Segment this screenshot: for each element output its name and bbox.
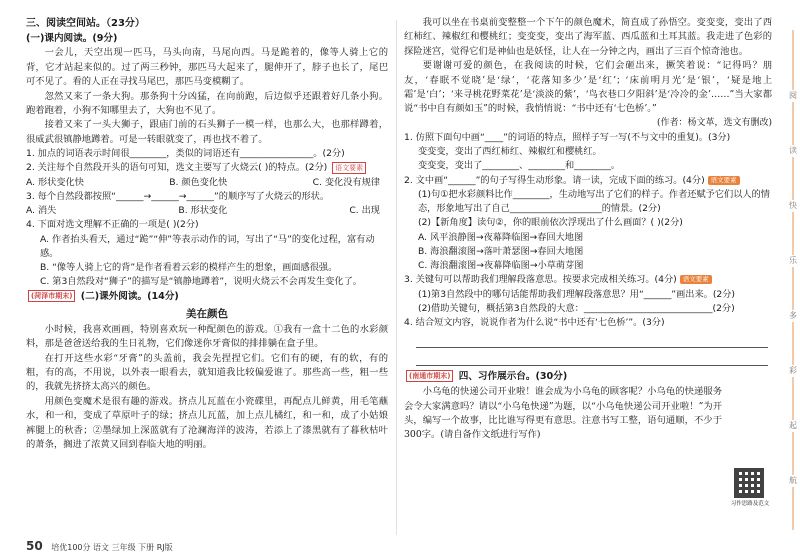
answer-line[interactable] (416, 348, 768, 366)
writing-prompt: 小乌龟的快递公司开业啦！谁会成为小乌龟的顾客呢？小乌龟的快递服务会令大家满意吗？请以“小乌龟快递”为题，以“小乌龟快递公司开业啦！”为开头，编写一个故事，比比谁写得更有意思。注意书写工整，语句通顺，不少于300字。(请自备作文纸进行写作) (404, 386, 722, 441)
question-2-tag: 语文要素 (332, 162, 366, 174)
right-question-4: 4. 结合短文内容，说说作者为什么说“书中还有‘七色桥’”。(3分) (404, 317, 665, 329)
side-decoration (786, 30, 800, 530)
question-2-options (26, 176, 388, 190)
question-4-option-b: B. “像等人骑上它的背”是作者看着云彩的模样产生的想象，画面感很强。 (40, 262, 338, 274)
right-question-2-option-c: C. 海浪翻滚图→夜幕降临图→小草萌芽图 (418, 260, 584, 272)
page-footer (26, 537, 173, 556)
story-paragraph-5: 要谢谢可爱的颜色，在我阅读的时候，它们会砸出来，撅笑着说：“记得吗？朋友，‘春眠不觉晓’是‘绿’，‘花落知多少’是‘红’；‘床前明月光’是‘银’，‘疑是地上霜’是‘白’；‘来寻桃花野菜花’是‘淡淡的紫’，‘鸟衣巷口夕阳斜’是‘冷冷的金’……”当大家都说“书中自有颜如玉”的时候，我悄悄说：“书中还有‘七色桥’。” (404, 60, 772, 115)
question-3: 3. 每个自然段都按照“______→______→______”的顺序写了火烧云的形状。 (26, 190, 330, 202)
story-source: (作者：杨文革，选文有删改) (656, 117, 772, 128)
side-char: 航 (786, 475, 800, 487)
side-char: 起 (786, 420, 800, 432)
story-paragraph-1: 小时候，我喜欢画画，特别喜欢玩一种配颜色的游戏。①我有一盒十二色的水彩颜料，那是爸爸送给我的生日礼物，它们像迷你牙膏似的排排躺在盒子里。 (26, 323, 388, 350)
right-question-2-badge: 语文要素 (708, 176, 740, 185)
side-char: 读 (786, 145, 800, 157)
story-paragraph-4: 我可以坐在书桌前变整整一个下午的颜色魔术，简直成了孙悟空。变变变，变出了西红柿红、辣椒红和樱桃红；变变变，变出了海军蓝、西瓜蓝和土耳其蓝。我走进了色彩的探险迷宫，觉得它们是神仙也是妖怪，让人在一分钟之内，画出了三百个惊奇池也。 (404, 17, 772, 57)
qr-code-icon[interactable] (734, 468, 764, 498)
source-tag: (菏泽市期末) (28, 290, 75, 302)
subsection-extracurricular (26, 290, 388, 305)
right-question-3 (404, 273, 772, 287)
option-b: B. 颜色变化快 (169, 176, 228, 188)
question-2 (26, 161, 388, 175)
answer-line[interactable] (416, 330, 768, 348)
option-a: A. 消失 (26, 205, 57, 217)
section-title-writing (404, 370, 772, 385)
question-4: 4. 下面对选文理解不正确的一项是( )(2分) (26, 219, 199, 231)
source-tag: (南通市期末) (406, 370, 453, 382)
column-divider (396, 20, 397, 535)
section-title-reading: 三、阅读空间站。（23分） (26, 18, 145, 29)
right-question-2-part-1: (1)句①把水彩颜料比作________，生动地写出了它们的样子。作者还赋予它们以人的情态，形象地写出了自己____________________的情景。(2分) (418, 188, 770, 215)
right-question-1: 1. 仿照下面句中画“____”的词语的特点，照样子写一写(不与文中的重复)。(3分) (404, 131, 731, 143)
right-question-1-example: 变变变，变出了西红柿红、辣椒红和樱桃红。 (418, 146, 602, 158)
right-column (404, 16, 772, 443)
side-char: 快 (786, 200, 800, 212)
option-c: C. 变化没有规律 (312, 176, 380, 188)
right-question-2 (404, 174, 772, 188)
side-wave-line (792, 30, 794, 530)
right-question-3-badge: 语文要素 (680, 275, 712, 284)
question-2-text: 2. 关注每个自然段开头的语句可知，选文主要写了火烧云( )的特点。(2分) (26, 162, 328, 174)
qr-caption: 习作思路及范文 (730, 501, 770, 507)
side-char: 彩 (786, 365, 800, 377)
left-column (26, 16, 388, 452)
question-1: 1. 加点的词语表示时间很________，类似的词语还有________________。(2分) (26, 148, 345, 160)
story-paragraph-2: 在打开这些水彩“牙膏”的头盖前，我会先捏捏它们。它们有的硬，有的软，有的粗，有的高，不用说，以外表一眼看去，就知道我比较偏爱谁了。那些高一些，粗一些的，我就先挤挤太高兴的颜色。 (26, 352, 388, 393)
right-question-2-option-b: B. 海浪翻滚图→落叶萧瑟图→春回大地图 (418, 245, 584, 257)
question-4-option-c: C. 第3自然段对“狮子”的描写是“镇静地蹲着”，说明火烧云不会再发生变化了。 (40, 276, 362, 288)
story-title: 美在颜色 (186, 307, 228, 320)
right-question-2-text: 2. 文中画“______”的句子写得生动形象。请一读，完成下面的练习。(4分) (404, 174, 705, 186)
footer-info: 培优100分 语文 三年级 下册 RJ版 (51, 543, 173, 552)
subsection-extracurricular-title: (二)课外阅读。(14分) (80, 290, 179, 302)
right-question-3-part-1: (1)第3自然段中的哪句话能帮助我们理解段落意思？用“______”画出来。(2分) (418, 288, 736, 300)
side-char: 阅 (786, 90, 800, 102)
section-title-writing-text: 四、习作展示台。(30分) (458, 371, 568, 383)
question-4-option-a: A. 作者抬头看天，通过“跪”“伸”等表示动作的词，写出了“马”的变化过程，富有动感。 (40, 233, 375, 259)
option-b: B. 形状变化 (178, 205, 228, 217)
passage-paragraph-1: 一会儿，天空出现一匹马，马头向南，马尾向西。马是跪着的，像等人骑上它的背，它才站起来似的。过了两三秒钟，那匹马大起来了，腿伸开了，脖子也长了，尾巴可不见了。看的人正在寻找马尾巴，那匹马变模糊了。 (26, 47, 388, 88)
right-question-2-part-2: (2)【新角度】读句②，你的眼前依次浮现出了什么画面？( )(2分) (418, 217, 683, 229)
option-c: C. 出现 (349, 205, 380, 217)
side-char: 多 (786, 310, 800, 322)
right-question-3-part-2: (2)借助关键句，概括第3自然段的大意：____________________________(2分) (418, 302, 735, 314)
passage-paragraph-2: 忽然又来了一条大狗。那条狗十分凶猛，在向前跑，后边似乎还跟着好几条小狗。跑着跑着，小狗不知哪里去了，大狗也不见了。 (26, 90, 388, 116)
page-number: 50 (26, 539, 43, 553)
right-question-2-option-a: A. 风平浪静图→夜幕降临图→春回大地图 (418, 231, 584, 243)
right-question-1-answer-line: 变变变，变出了________、________和________。 (418, 160, 621, 172)
side-char: 乐 (786, 255, 800, 267)
question-3-options (26, 204, 388, 218)
option-a: A. 形状变化快 (26, 176, 84, 188)
passage-paragraph-3: 接着又来了一头大狮子，跟庙门前的石头狮子一模一样，也那么大，也那样蹲着，很威武很镇静地蹲着。可是一转眼就变了，再也找不着了。 (26, 119, 388, 145)
subsection-in-class: (一)课内阅读。(9分) (26, 32, 118, 44)
right-question-3-text: 3. 关键句可以帮助我们理解段落意思。按要求完成相关练习。(4分) (404, 274, 677, 286)
story-paragraph-3: 用颜色变魔术是很有趣的游戏。挤点儿瓦蓝在小瓷碟里，再配点儿鲜黄，用毛笔蘸水，和一和，变成了草原叶子的绿；挤点儿瓦蓝，加上点儿橘红，和一和，成了小姑娘裤腿上的秋香；②墨绿加上深蓝就有了沧澜海洋的波涛，若添上了漆黑就有了暮秋枯叶的萧条，搁进了浓黄又回到春临大地的明丽。 (26, 395, 388, 451)
